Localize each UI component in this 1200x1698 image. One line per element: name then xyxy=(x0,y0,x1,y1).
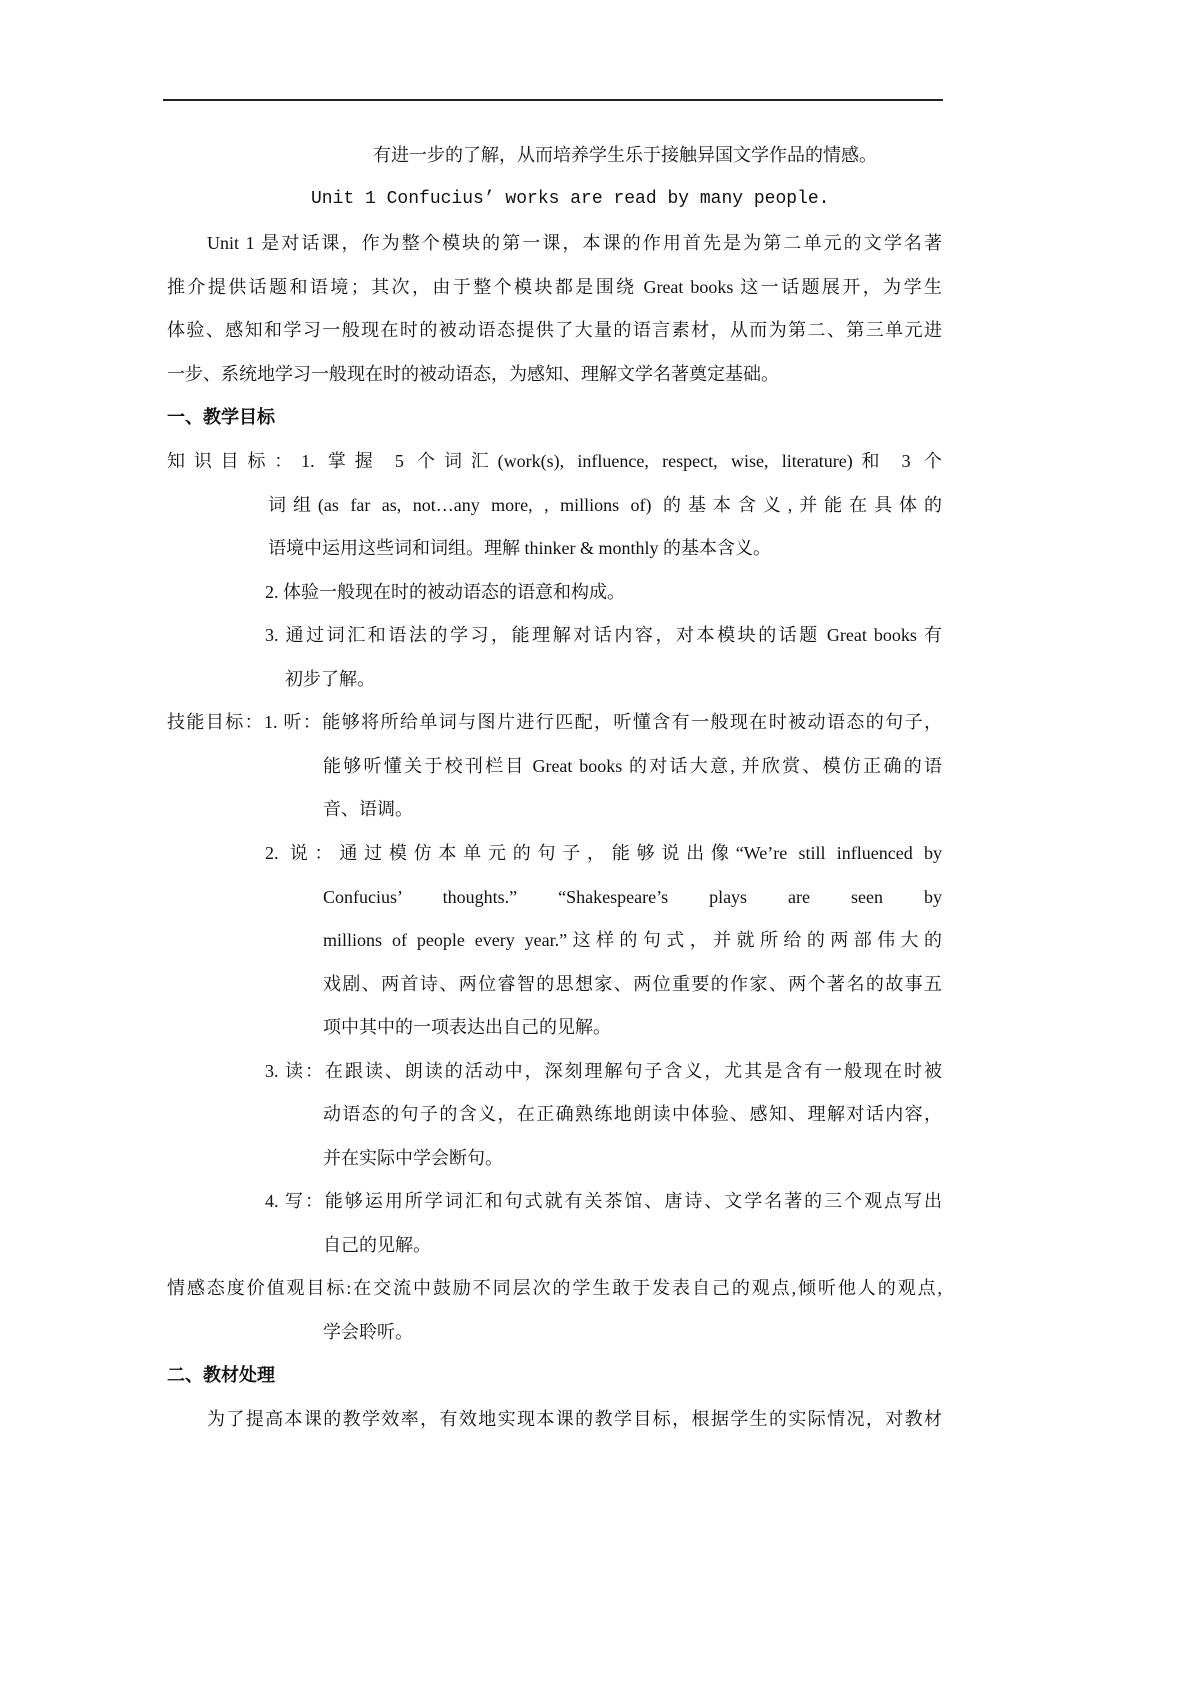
section-heading-material-handling: 二、教材处理 xyxy=(167,1365,275,1386)
paragraph-line: 为了提高本课的教学效率，有效地实现本课的教学目标，根据学生的实际情况，对教材 xyxy=(207,1409,942,1429)
paragraph-line: 有进一步的了解，从而培养学生乐于接触异国文学作品的情感。 xyxy=(373,145,877,165)
paragraph-line: 体验、感知和学习一般现在时的被动语态提供了大量的语言素材，从而为第二、第三单元进 xyxy=(167,320,942,340)
skill-goal-line: 2. 说：通过模仿本单元的句子，能够说出像“We’re still influenced by xyxy=(265,843,942,863)
skill-goal-line: 动语态的句子的含义，在正确熟练地朗读中体验、感知、理解对话内容， xyxy=(323,1104,942,1124)
attitude-goal-line: 学会聆听。 xyxy=(323,1322,413,1342)
skill-goal-line: 技能目标：1. 听：能够将所给单词与图片进行匹配，听懂含有一般现在时被动语态的句子， xyxy=(167,712,942,732)
skill-goal-line: 自己的见解。 xyxy=(323,1235,431,1255)
skill-goal-line: 3. 读：在跟读、朗读的活动中，深刻理解句子含义，尤其是含有一般现在时被 xyxy=(265,1061,942,1081)
knowledge-goal-line: 知识目标：1. 掌握 5 个词汇(work(s), influence, respect, wise, literature)和 3 个 xyxy=(167,451,942,471)
attitude-goal-line: 情感态度价值观目标:在交流中鼓励不同层次的学生敢于发表自己的观点,倾听他人的观点, xyxy=(167,1278,942,1298)
unit-title: Unit 1 Confucius’ works are read by many people. xyxy=(311,189,830,209)
knowledge-goal-line: 3. 通过词汇和语法的学习，能理解对话内容，对本模块的话题 Great books 有 xyxy=(265,625,942,645)
skill-goal-line: 戏剧、两首诗、两位睿智的思想家、两位重要的作家、两个著名的故事五 xyxy=(323,974,942,994)
knowledge-goal-line: 词组(as far as, not…any more, , millions of) 的基本含义,并能在具体的 xyxy=(268,495,942,515)
skill-goal-line: 项中其中的一项表达出自己的见解。 xyxy=(323,1017,611,1037)
paragraph-line: Unit 1 是对话课，作为整个模块的第一课，本课的作用首先是为第二单元的文学名著 xyxy=(207,233,942,253)
skill-goal-line: 能够听懂关于校刊栏目 Great books 的对话大意, 并欣赏、模仿正确的语 xyxy=(323,756,942,776)
skill-goal-line: 并在实际中学会断句。 xyxy=(323,1148,503,1168)
skill-goal-line: millions of people every year.”这样的句式，并就所给的两部伟大的 xyxy=(323,930,942,950)
header-rule xyxy=(163,99,943,101)
knowledge-goal-line: 初步了解。 xyxy=(285,669,375,689)
knowledge-goal-line: 2. 体验一般现在时的被动语态的语意和构成。 xyxy=(265,582,625,602)
knowledge-goal-line: 语境中运用这些词和词组。理解 thinker & monthly 的基本含义。 xyxy=(268,538,771,558)
skill-goal-line: Confucius’ thoughts.” “Shakespeare’s plays are seen by xyxy=(323,887,942,907)
paragraph-line: 推介提供话题和语境；其次，由于整个模块都是围绕 Great books 这一话题展开，为学生 xyxy=(167,277,942,297)
skill-goal-line: 4. 写：能够运用所学词汇和句式就有关茶馆、唐诗、文学名著的三个观点写出 xyxy=(265,1191,942,1211)
paragraph-line: 一步、系统地学习一般现在时的被动语态，为感知、理解文学名著奠定基础。 xyxy=(167,364,779,384)
skill-goal-line: 音、语调。 xyxy=(323,799,413,819)
section-heading-teaching-goals: 一、教学目标 xyxy=(167,407,275,428)
